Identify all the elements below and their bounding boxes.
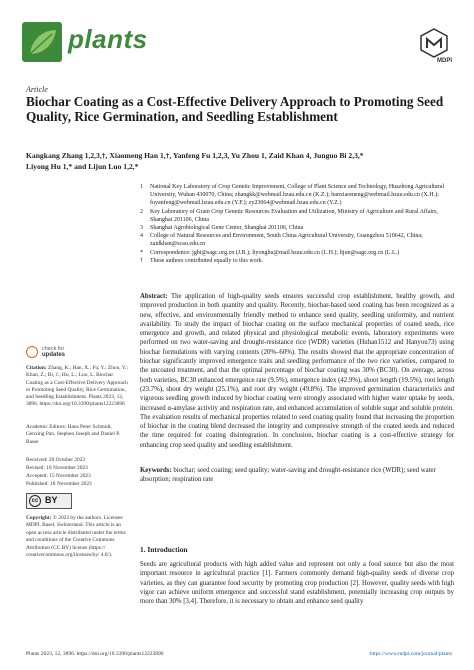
authors-line-1: Kangkang Zhang 1,2,3,†, Xiaomeng Han 1,†, Yanfeng Fu 1,2,3, Yu Zhou 1, Zaid Khan 4, Junguo Bi 2,3,*	[26, 151, 364, 160]
affiliations	[140, 183, 450, 265]
revised-date: Revised: 10 November 2023	[26, 465, 88, 471]
creative-commons-icon: cc	[29, 495, 41, 507]
article-type: Article	[26, 85, 48, 94]
check-for-updates-button[interactable]: check for updates	[26, 346, 86, 360]
cc-license-badge[interactable]	[26, 493, 72, 509]
check-updates-icon	[26, 346, 38, 358]
section-heading-introduction: 1. Introduction	[140, 545, 188, 554]
footer-journal-link[interactable]: https://www.mdpi.com/journal/plants	[369, 651, 452, 657]
abstract-label: Abstract:	[140, 293, 168, 300]
equal-contribution-note: † These authors contributed equally to this work.	[140, 257, 264, 264]
affiliation-item: 4 College of Natural Resources and Environment, South China Agricultural University, Guangzhou 510642, China; zaidkhan@scau.edu.cn	[140, 233, 423, 248]
received-date: Received: 20 October 2023	[26, 457, 86, 463]
publication-dates	[26, 456, 130, 488]
academic-editors: Academic Editors: Hans Peter Schmidt, Genxing Pan, Stephen Joseph and Daniel P. Rasse	[26, 424, 121, 445]
leaf-logo-icon	[22, 22, 62, 62]
footer-citation: Plants 2023, 12, 3896. https://doi.org/10.3390/plants12223896	[26, 651, 164, 657]
article-title: Biochar Coating as a Cost-Effective Delivery Approach to Promoting Seed Quality, Rice Germination, and Seedling Establishment	[26, 94, 444, 124]
affiliation-item: 1 National Key Laboratory of Crop Genetic Improvement, College of Plant Science and Technology, Huazhong Agricultural University, Wuhan 430070, China; zhangkk@webmail.hzau.edu.cn (K.Z.); hanxiaomeng@webmail.hzau.edu.cn (X.H.); fuyanfeng@webmail.hzau.edu.cn (Y.F.); zy23064@webmail.hzau.edu.cn (Y.Z.)	[140, 184, 444, 207]
mdpi-logo-icon	[420, 28, 448, 58]
journal-header	[22, 20, 452, 68]
copyright-notice: Copyright: © 2023 by the authors. Licensee MDPI, Basel, Switzerland. This article is an open access article distributed under the terms and conditions of the Creative Commons Attribution (CC BY) license (https:// creativecommons.org/licenses/by/ 4.0/).	[26, 515, 126, 559]
introduction-text: Seeds are agricultural products with high added value and represent not only a food source but also the most important resource in agricultural practice [1]. Farmers commonly demand high-quality seeds of diverse crop varieties, as they can guarantee food security by promoting crop production [2]. However, quality seeds with high vigor can achieve uniform emergence and successful stand establishment, potentially increasing crop outputs by more than 30% [3,4]. Therefore, it is necessary to obtain and enhance seed quality	[140, 561, 454, 606]
affiliation-item: 3 Shanghai Agrobiological Gene Center, Shanghai 201106, China	[140, 225, 304, 232]
journal-name: plants	[68, 24, 148, 54]
cc-by-label: BY	[45, 495, 58, 505]
keywords	[140, 466, 454, 485]
author-list	[26, 150, 446, 172]
citation-block: Citation: Zhang, K.; Han, X.; Fu, Y.; Zhou, Y.; Khan, Z.; Bi, J.; Hu, L.; Luo, L. Biochar Coating as a Cost-Effective Delivery Approach to Promoting Seed Quality, Rice Germination, and Seedling Establishment. Plants 2023, 12, 3896. https://doi.org/10.3390/plants12223896	[26, 365, 128, 408]
correspondence-item: * Correspondence: jgbi@sagc.org.cn (J.B.); liyonghu@mail.hzau.edu.cn (L.H.); lijun@sagc.org.cn (L.L.)	[140, 249, 400, 256]
publisher-name: MDPI	[437, 58, 452, 64]
accepted-date: Accepted: 15 November 2023	[26, 473, 91, 479]
abstract-text: The application of high-quality seeds ensures successful crop establishment, healthy growth, and improved production in both quantity and quality. Recently, biochar-based seed coating has been recognized as a new, effective, and environmentally friendly method to enhance seed quality, seedling uniformity, and nutrient availability. To study the impact of biochar coating on the surface mechanical properties of coated seeds, rice emergence and growth, and related physical and physiological metabolic events, laboratory experiments were performed on two water-saving and drought-resistance rice (WDR) varieties (Huhan1512 and Hanyou73) using biochar formulations with varying contents (20%–60%). The results showed that the appropriate concentration of biochar significantly improved emergence traits and seedling performance of the two rice varieties, compared to the uncoated treatment, and that the optimal percentage of biochar coating was 30% (BC30). On average, across both varieties, BC30 enhanced emergence rate (9.5%), emergence index (42.9%), shoot length (19.5%), root length (23.7%), shoot dry weight (25.1%), and root dry weight (49.8%). The improved germination characteristics and vigorous seedling growth induced by biochar coating were strongly associated with higher water uptake by seeds, increased α-amylase activity and respiration rate, and enhanced accumulation of soluble sugar and soluble protein. The evaluation results of mechanical properties related to seed coating quality found that increasing the proportion of biochar in the coating blend decreased the integrity and compressive strength of the coated seeds and reduced the time required for coating disintegration. In conclusion, biochar coating is a cost-effective strategy for enhancing crop seed quality and seedling establishment.	[140, 293, 454, 449]
keywords-text: biochar; seed coating; seed quality; water-saving and drought-resistance rice (WDR); seed water absorption; respiration rate	[140, 467, 436, 484]
published-date: Published: 18 November 2023	[26, 481, 92, 487]
authors-line-2: Liyong Hu 1,* and Lijun Luo 1,2,*	[26, 162, 139, 171]
affiliation-item: 2 Key Laboratory of Grain Crop Genetic Resources Evaluation and Utilization, Ministry of Agriculture and Rural Affairs, Shanghai 201106, China	[140, 208, 438, 223]
abstract	[140, 292, 454, 450]
keywords-label: Keywords:	[140, 467, 172, 474]
